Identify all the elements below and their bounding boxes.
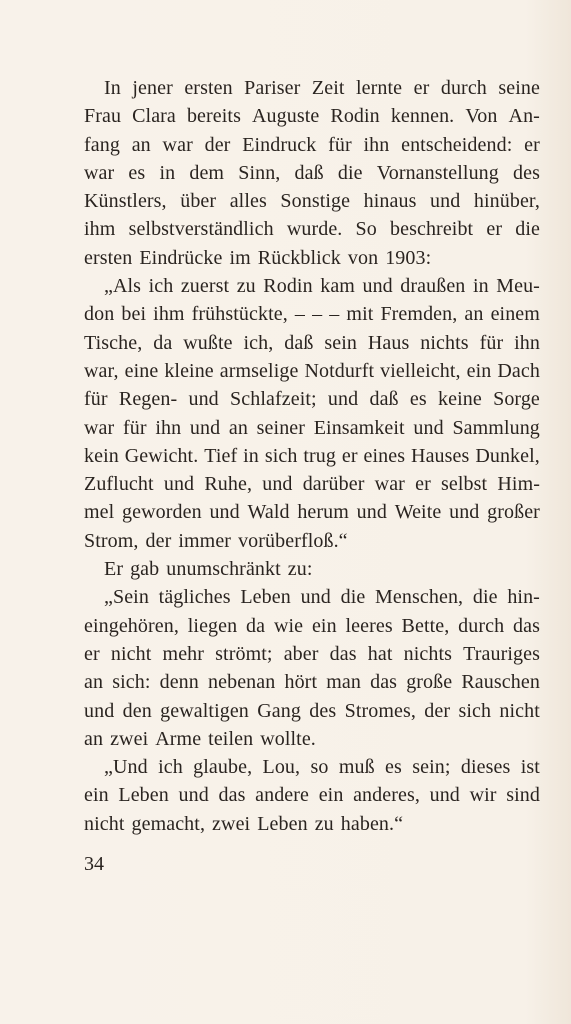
word: – [329,303,340,326]
word: So [355,218,377,241]
text-line [84,810,540,838]
word: selbst [441,473,488,496]
word: beschreibt [390,218,474,241]
word: ein [84,784,109,807]
word: da [153,331,173,354]
word: Regen- [118,388,178,411]
text-line [84,357,540,385]
word: ein [311,614,337,637]
word: zu [314,812,334,835]
word: darüber [302,473,365,496]
word: war [84,161,115,184]
word: und [429,784,460,807]
word: Hauses [411,444,470,467]
word: Zeit [311,77,345,99]
text-line [84,74,540,102]
word: dieses [460,756,511,779]
word: In [104,77,121,99]
word: kam [320,275,355,298]
word: hört [284,671,318,694]
word: daß [284,331,314,354]
word: sich: [112,671,151,694]
word: großer [487,501,540,524]
word: in [159,161,176,184]
word: der [204,133,231,156]
word: Notdurft [304,359,375,382]
text-line [84,640,540,668]
word: wurde. [286,218,343,241]
word: draußen [400,275,466,298]
word: eines [363,444,406,467]
word: für [122,416,147,439]
text-line [84,131,540,159]
text-line [84,329,540,357]
word: vorüberfloß.“ [238,529,348,552]
word: ich [148,275,174,298]
word: unumschränkt [166,558,281,581]
word: der [424,699,451,722]
word: an [464,303,484,326]
word: Tische, [84,331,143,354]
word: Künstlers, [84,190,167,213]
word: keine [438,388,482,411]
word: durch [440,77,487,99]
text-line [84,612,540,640]
word: tägliches [158,586,231,609]
word: zwei [110,727,149,750]
word: teilen [208,727,254,750]
word: Eindrücke [139,246,223,269]
word: da [246,614,266,637]
word: an [228,416,248,439]
word: das [370,671,398,694]
word: Sonstige [280,190,351,213]
word: mehr [162,642,205,665]
word: bereits [186,105,241,128]
word: für [479,331,504,354]
word: geworden [122,501,202,524]
word: glaube, [193,756,253,779]
word: Frau [84,105,122,128]
word: und [327,388,359,411]
word: sein [324,331,357,354]
text-line [84,753,540,781]
text-line [84,498,540,526]
word: Trauriges [463,642,540,665]
word: den [122,699,152,722]
word: Lou, [262,756,301,779]
text-line [84,668,540,696]
word: daß [369,388,399,411]
word: Menschen, [375,586,464,609]
word: und [413,416,444,439]
word: Gewicht. [124,444,199,467]
word: sein; [412,756,451,779]
word: hin- [507,586,540,609]
word: ihn [155,416,182,439]
word: „Sein [104,586,149,609]
text-line [84,385,540,413]
word: im [229,246,251,269]
word: große [406,671,453,694]
text-line [84,159,540,187]
word: Leben [257,812,308,835]
word: die [337,161,363,184]
word: und [178,784,209,807]
word: seine [498,77,540,99]
word: das [513,614,540,637]
word: Wald [247,501,290,524]
text-line [84,300,540,328]
word: so [310,756,329,779]
word: sind [506,784,540,807]
word: durch [458,614,505,637]
word: gewaltigen [160,699,249,722]
word: herum [297,501,349,524]
word: wollte. [260,727,316,750]
text-line [84,442,540,470]
word: denn [159,671,199,694]
word: Stromes, [344,699,416,722]
word: selbstverständlich [128,218,274,241]
word: Rodin [263,275,313,298]
word: zu: [287,558,313,581]
word: und [362,275,393,298]
word: es [128,161,146,184]
word: trug [303,444,336,467]
word: der [145,529,172,552]
word: hat [367,642,393,665]
word: für [84,388,108,411]
word: Er [104,558,124,581]
word: mit [346,303,374,326]
word: des [513,161,540,184]
word: nicht [499,699,540,722]
word: strömt; [215,642,273,665]
word: „Als [104,275,142,298]
word: er [524,133,540,156]
word: muß [338,756,375,779]
word: es [409,388,427,411]
word: zu [236,275,256,298]
word: seiner [256,416,306,439]
word: armselige [219,359,299,382]
word: Zuflucht [84,473,154,496]
word: Pariser [244,77,301,99]
word: an [131,133,151,156]
word: und [163,473,195,496]
word: ein [466,359,492,382]
word: war [162,133,193,156]
word: er [413,77,430,99]
text-line [84,583,540,611]
word: ihm [84,218,116,241]
word: und [262,473,293,496]
word: kleine [164,359,214,382]
word: nicht [110,642,152,665]
word: Clara [132,105,176,128]
word: das [218,784,246,807]
word: leeres [345,614,393,637]
word: nichts [403,642,453,665]
text-line [84,414,540,442]
word: und [189,416,221,439]
word: daß [294,161,324,184]
word: Arme [155,727,202,750]
word: und [430,190,461,213]
word: liegen [187,614,238,637]
word: Auguste [251,105,320,128]
word: Rückblick [257,246,341,269]
word: Sorge [493,388,540,411]
word: An- [508,105,540,128]
word: Fremden, [380,303,458,326]
word: „Und [104,756,148,779]
word: kennen. [390,105,455,128]
word: er [341,444,358,467]
word: vielleicht, [380,359,461,382]
word: nebenan [208,671,276,694]
text-line [84,215,540,243]
text-line [84,187,540,215]
word: in [472,275,489,298]
word: – [294,303,305,326]
text-line [84,244,540,272]
word: eine [124,359,159,382]
word: Weite [394,501,442,524]
word: Ruhe, [204,473,253,496]
word: fang [84,133,120,156]
body-text [84,74,540,838]
word: Von [465,105,498,128]
word: bei [121,303,147,326]
word: an [84,727,104,750]
word: don [84,303,115,326]
word: und [209,501,240,524]
word: nicht [84,812,125,835]
word: ein [318,784,344,807]
word: haben.“ [340,812,404,835]
word: alles [229,190,267,213]
word: 1903: [385,246,432,269]
word: Sinn, [238,161,281,184]
word: Rauschen [461,671,540,694]
word: eingehören, [84,614,179,637]
word: mel [84,501,115,524]
word: und [356,501,387,524]
word: – [312,303,323,326]
word: war [84,416,115,439]
word: ihm [153,303,185,326]
word: die [472,586,498,609]
text-line [84,725,540,753]
word: Him- [497,473,540,496]
page-number: 34 [84,853,104,875]
word: hinüber, [473,190,540,213]
word: Dunkel, [475,444,540,467]
word: ersten [84,246,133,269]
word: zwei [212,812,251,835]
word: anderes, [353,784,420,807]
word: wie [273,614,304,637]
text-line [84,555,540,583]
word: ihn [363,133,390,156]
word: Haus [367,331,410,354]
word: immer [178,529,232,552]
word: gemacht, [131,812,206,835]
word: Schlafzeit; [230,388,317,411]
word: sich [264,444,298,467]
word: und [84,699,115,722]
word: Tief [204,444,238,467]
word: Eindruck [242,133,317,156]
word: wir [469,784,497,807]
word: ersten [184,77,233,99]
word: nichts [420,331,469,354]
text-line [84,102,540,130]
word: dem [189,161,225,184]
word: frühstückte, [191,303,288,326]
word: Leben [118,784,169,807]
word: hinaus [363,190,417,213]
word: wußte [183,331,233,354]
word: jener [132,77,173,99]
word: lernte [356,77,403,99]
word: Rodin [330,105,380,128]
word: er [486,218,503,241]
word: er [84,642,100,665]
word: er [415,473,431,496]
word: ihn [514,331,540,354]
word: es [385,756,402,779]
word: war [374,473,405,496]
word: von [347,246,379,269]
word: entscheidend: [401,133,513,156]
text-line [84,527,540,555]
word: Strom, [84,529,139,552]
word: des [309,699,337,722]
word: Leben [240,586,291,609]
word: kein [84,444,119,467]
word: sich [458,699,492,722]
word: Dach [497,359,540,382]
word: zuerst [180,275,230,298]
word: aber [283,642,319,665]
text-line [84,697,540,725]
word: Gang [257,699,301,722]
word: über [180,190,217,213]
word: andere [255,784,310,807]
word: ich [158,756,183,779]
word: und [188,388,219,411]
word: Sammlung [452,416,540,439]
word: und [300,586,331,609]
word: und [449,501,480,524]
word: man [326,671,361,694]
word: war, [84,359,119,382]
word: für [328,133,352,156]
word: ist [520,756,540,779]
word: Einsamkeit [313,416,405,439]
word: einem [490,303,540,326]
word: an [84,671,104,694]
text-line [84,781,540,809]
word: das [329,642,357,665]
word: die [340,586,366,609]
text-line [84,272,540,300]
word: Meu- [496,275,540,298]
word: in [243,444,259,467]
word: Bette, [401,614,450,637]
text-line [84,470,540,498]
word: die [515,218,540,241]
word: gab [130,558,160,581]
word: ich, [243,331,274,354]
word: Vornanstellung [376,161,499,184]
